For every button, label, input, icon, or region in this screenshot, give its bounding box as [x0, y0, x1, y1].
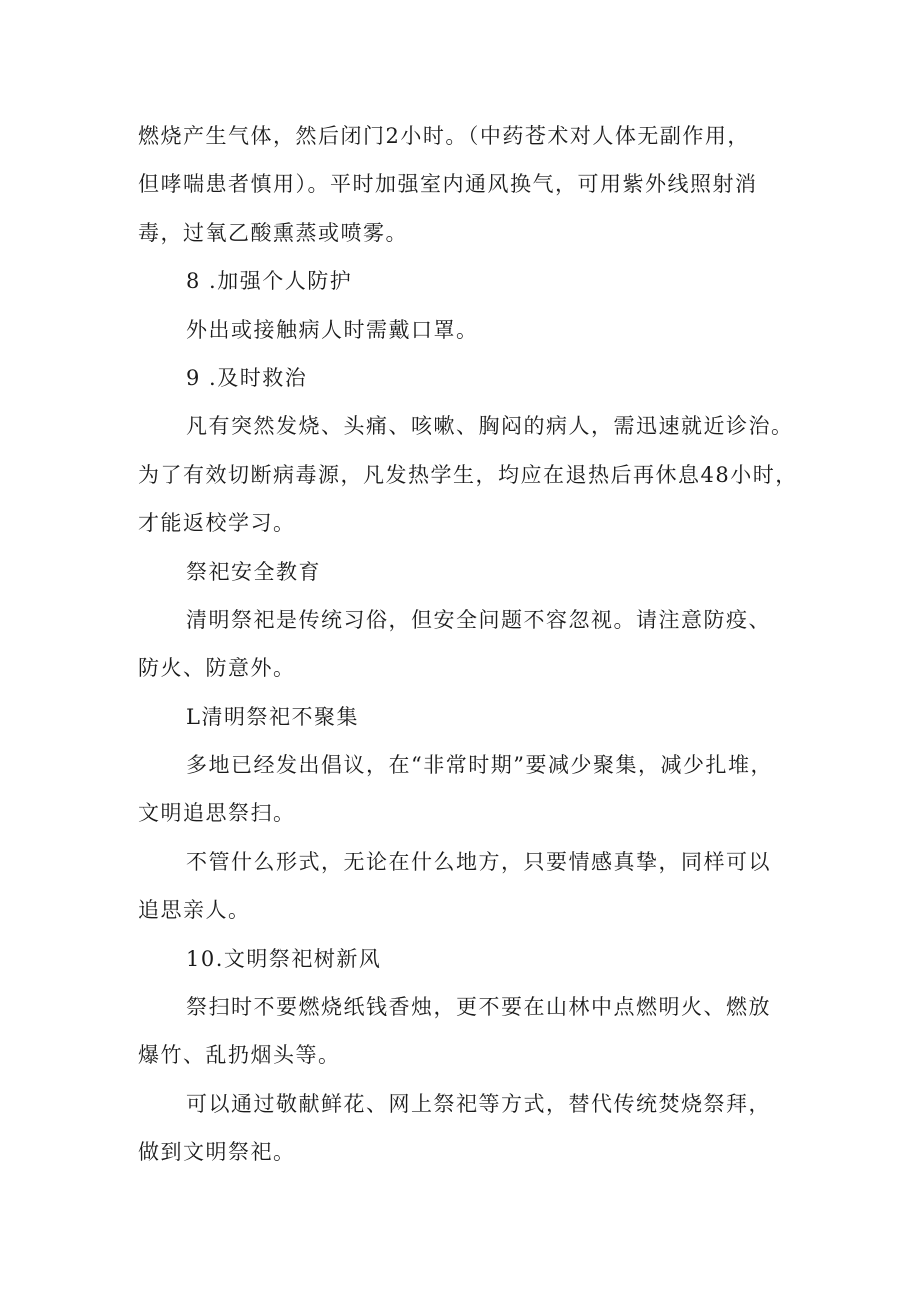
text-line-1: 燃烧产生气体，然后闭门2小时。（中药苍术对人体无副作用，: [138, 124, 750, 148]
text-line-5: 外出或接触病人时需戴口罩。: [186, 317, 479, 342]
section-heading-9: 9 .及时救治: [186, 365, 308, 390]
text-line-3: 毒，过氧乙酸熏蒸或喷雾。: [138, 220, 408, 245]
section-heading-sacrifice-safety: 祭祀安全教育: [186, 559, 321, 584]
section-heading-l: L清明祭祀不聚集: [186, 704, 359, 729]
text-line-15: 文明追思祭扫。: [138, 801, 296, 826]
text-line-21: 可以通过敬献鲜花、网上祭祀等方式，替代传统焚烧祭拜，: [186, 1091, 771, 1116]
section-heading-8: 8 .加强个人防护: [186, 269, 353, 294]
text-line-7: 凡有突然发烧、头痛、咳嗽、胸闷的病人，需迅速就近诊治。: [186, 414, 794, 439]
text-line-8: 为了有效切断病毒源，凡发热学生，均应在退热后再休息48小时，: [138, 462, 798, 487]
text-line-16: 不管什么形式，无论在什么地方，只要情感真挚，同样可以: [186, 849, 771, 874]
text-line-11: 清明祭祀是传统习俗，但安全问题不容忽视。请注意防疫、: [186, 607, 771, 632]
text-line-14: 多地已经发出倡议，在“非常时期”要减少聚集，减少扎堆，: [186, 753, 773, 778]
text-line-17: 追思亲人。: [138, 898, 251, 923]
document-body: [138, 112, 810, 1177]
text-line-20: 爆竹、乱扔烟头等。: [138, 1043, 341, 1068]
text-line-2: 但哮喘患者慎用）。平时加强室内通风换气，可用紫外线照射消: [138, 172, 758, 197]
text-line-9: 才能返校学习。: [138, 511, 296, 536]
text-line-19: 祭扫时不要燃烧纸钱香烛，更不要在山林中点燃明火、燃放: [186, 995, 771, 1020]
text-line-12: 防火、防意外。: [138, 656, 296, 681]
section-heading-10: 10.文明祭祀树新风: [186, 946, 382, 971]
text-line-22: 做到文明祭祀。: [138, 1140, 296, 1165]
